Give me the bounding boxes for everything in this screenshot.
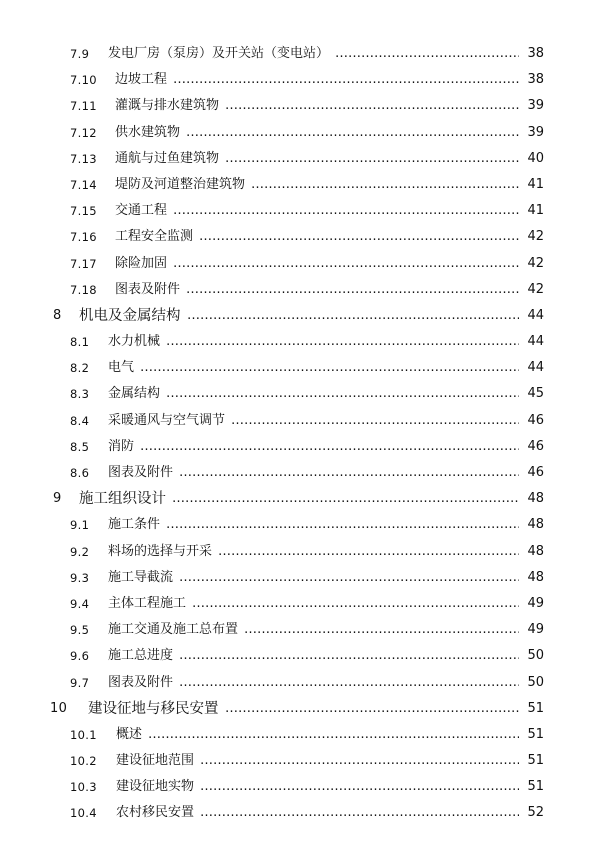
- toc-page-number: 51: [527, 700, 544, 716]
- toc-entry-number: 7.15: [70, 204, 97, 219]
- toc-section-entry[interactable]: [0, 774, 599, 800]
- toc-page-number: 48: [527, 543, 544, 559]
- toc-entry-number: 7.9: [70, 47, 90, 61]
- toc-section-entry[interactable]: [0, 408, 599, 434]
- toc-page-number: 40: [527, 150, 544, 166]
- toc-entry-title: 采暖通风与空气调节: [108, 412, 226, 428]
- toc-section-entry[interactable]: [0, 643, 599, 669]
- toc-leader-dots: [225, 696, 519, 722]
- toc-section-entry[interactable]: [0, 120, 599, 146]
- toc-leader-dots: [179, 565, 519, 591]
- toc-entry-title: 电气: [108, 360, 135, 376]
- toc-section-entry[interactable]: [0, 722, 599, 748]
- toc-page-number: 51: [527, 726, 544, 742]
- toc-leader-dots: [179, 460, 519, 486]
- toc-entry-number: 10.1: [70, 727, 97, 742]
- toc-section-entry[interactable]: [0, 329, 599, 355]
- toc-section-entry[interactable]: [0, 172, 599, 198]
- toc-page-number: 44: [527, 307, 544, 323]
- toc-entry-number: 10.4: [70, 806, 97, 821]
- toc-entry-number: 7.11: [70, 99, 97, 114]
- toc-leader-dots: [140, 434, 519, 460]
- toc-leader-dots: [200, 748, 519, 774]
- toc-entry-title: 建设征地实物: [116, 779, 195, 795]
- toc-page-number: 48: [527, 491, 544, 507]
- toc-section-entry[interactable]: [0, 748, 599, 774]
- toc-leader-dots: [231, 408, 519, 434]
- toc-entry-number: 7.17: [70, 256, 97, 271]
- toc-leader-dots: [186, 277, 519, 303]
- toc-page-number: 41: [527, 176, 544, 192]
- toc-page-number: 42: [527, 281, 544, 297]
- toc-section-entry[interactable]: [0, 355, 599, 381]
- toc-page-number: 39: [527, 98, 544, 114]
- toc-page-number: 48: [527, 569, 544, 585]
- toc-chapter-entry[interactable]: [0, 303, 599, 329]
- toc-page-number: 38: [527, 72, 544, 88]
- toc-entry-title: 机电及金属结构: [79, 307, 181, 324]
- toc-leader-dots: [335, 41, 519, 67]
- toc-entry-number: 9.5: [70, 623, 90, 638]
- toc-leader-dots: [148, 722, 519, 748]
- toc-entry-number: 7.12: [70, 125, 97, 140]
- toc-leader-dots: [173, 67, 519, 93]
- toc-entry-number: 8.6: [70, 466, 90, 480]
- toc-page-number: 50: [527, 648, 544, 664]
- toc-entry-title: 施工交通及施工总布置: [108, 622, 239, 638]
- toc-entry-number: 9.2: [70, 544, 90, 559]
- toc-entry-number: 7.18: [70, 282, 97, 297]
- toc-entry-number: 7.14: [70, 177, 97, 192]
- toc-section-entry[interactable]: [0, 67, 599, 93]
- toc-entry-title: 施工导截流: [108, 569, 174, 585]
- toc-entry-title: 金属结构: [108, 386, 161, 402]
- toc-section-entry[interactable]: [0, 93, 599, 119]
- toc-section-entry[interactable]: [0, 670, 599, 696]
- toc-entry-title: 料场的选择与开采: [108, 543, 213, 559]
- toc-entry-number: 9.7: [70, 675, 90, 690]
- toc-section-entry[interactable]: [0, 277, 599, 303]
- toc-leader-dots: [186, 120, 519, 146]
- toc-entry-title: 发电厂房（泵房）及开关站（变电站）: [108, 46, 330, 61]
- toc-leader-dots: [200, 774, 519, 800]
- table-of-contents: [0, 41, 599, 827]
- toc-leader-dots: [173, 251, 519, 277]
- toc-entry-title: 消防: [108, 438, 135, 454]
- toc-entry-number: 10.2: [70, 754, 97, 769]
- toc-entry-number: 9.3: [70, 570, 90, 585]
- toc-section-entry[interactable]: [0, 565, 599, 591]
- toc-entry-number: 8.4: [70, 413, 90, 428]
- toc-leader-dots: [140, 355, 519, 381]
- toc-leader-dots: [173, 198, 519, 224]
- toc-page-number: 42: [527, 255, 544, 271]
- toc-page-number: 48: [527, 517, 544, 533]
- toc-entry-title: 主体工程施工: [108, 595, 187, 611]
- toc-page-number: 45: [527, 386, 544, 402]
- toc-entry-title: 交通工程: [115, 203, 168, 219]
- toc-section-entry[interactable]: [0, 381, 599, 407]
- toc-leader-dots: [192, 591, 519, 617]
- toc-section-entry[interactable]: [0, 800, 599, 826]
- toc-entry-number: 8.3: [70, 387, 90, 402]
- toc-entry-title: 图表及附件: [115, 281, 181, 297]
- toc-page-number: 46: [527, 465, 544, 480]
- toc-entry-number: 10.3: [70, 780, 97, 795]
- toc-entry-number: 10: [50, 700, 68, 716]
- toc-section-entry[interactable]: [0, 512, 599, 538]
- toc-entry-title: 除险加固: [115, 255, 168, 271]
- toc-entry-number: 8.5: [70, 439, 90, 454]
- toc-entry-title: 图表及附件: [108, 674, 174, 690]
- toc-entry-title: 堤防及河道整治建筑物: [115, 176, 246, 192]
- toc-leader-dots: [199, 224, 519, 250]
- toc-leader-dots: [172, 486, 519, 512]
- toc-entry-title: 水力机械: [108, 334, 161, 350]
- toc-leader-dots: [179, 643, 519, 669]
- toc-leader-dots: [244, 617, 519, 643]
- toc-section-entry[interactable]: [0, 224, 599, 250]
- toc-entry-number: 9.6: [70, 649, 90, 664]
- toc-page-number: 52: [527, 805, 544, 821]
- toc-section-entry[interactable]: [0, 434, 599, 460]
- toc-page-number: 41: [527, 203, 544, 219]
- toc-entry-number: 8.2: [70, 361, 90, 376]
- toc-entry-title: 供水建筑物: [115, 124, 181, 140]
- toc-page-number: 49: [527, 595, 544, 611]
- toc-section-entry[interactable]: [0, 251, 599, 277]
- toc-leader-dots: [166, 381, 519, 407]
- toc-chapter-entry[interactable]: [0, 486, 599, 512]
- toc-leader-dots: [179, 670, 519, 696]
- toc-page-number: 49: [527, 622, 544, 638]
- toc-page-number: 39: [527, 124, 544, 140]
- toc-entry-title: 灌溉与排水建筑物: [115, 98, 220, 114]
- toc-section-entry[interactable]: [0, 146, 599, 172]
- toc-page-number: 46: [527, 438, 544, 454]
- toc-entry-number: 9.4: [70, 596, 90, 611]
- toc-entry-title: 边坡工程: [115, 72, 168, 88]
- toc-leader-dots: [218, 539, 519, 565]
- toc-section-entry[interactable]: [0, 591, 599, 617]
- toc-chapter-entry[interactable]: [0, 696, 599, 722]
- toc-page-number: 50: [527, 674, 544, 690]
- toc-page-number: 51: [527, 753, 544, 769]
- toc-entry-number: 9: [53, 491, 62, 507]
- toc-leader-dots: [187, 303, 519, 329]
- toc-entry-number: 7.10: [70, 73, 97, 88]
- toc-leader-dots: [200, 800, 519, 826]
- toc-entry-title: 通航与过鱼建筑物: [115, 150, 220, 166]
- toc-entry-title: 建设征地与移民安置: [88, 700, 219, 717]
- toc-section-entry[interactable]: [0, 41, 599, 67]
- toc-section-entry[interactable]: [0, 539, 599, 565]
- toc-entry-number: 9.1: [70, 518, 90, 533]
- toc-section-entry[interactable]: [0, 460, 599, 486]
- toc-entry-number: 8: [53, 307, 62, 323]
- toc-entry-number: 7.16: [70, 230, 97, 245]
- toc-section-entry[interactable]: [0, 617, 599, 643]
- toc-entry-title: 概述: [116, 726, 143, 742]
- toc-leader-dots: [251, 172, 519, 198]
- toc-entry-title: 农村移民安置: [116, 805, 195, 821]
- toc-entry-title: 建设征地范围: [116, 753, 195, 769]
- toc-leader-dots: [225, 146, 519, 172]
- toc-entry-number: 7.13: [70, 151, 97, 166]
- toc-leader-dots: [166, 329, 519, 355]
- toc-page-number: 38: [527, 46, 544, 61]
- toc-page-number: 46: [527, 412, 544, 428]
- toc-page-number: 51: [527, 779, 544, 795]
- toc-entry-title: 施工组织设计: [79, 491, 166, 508]
- toc-entry-title: 施工总进度: [108, 648, 174, 664]
- toc-entry-title: 图表及附件: [108, 465, 174, 480]
- toc-entry-title: 工程安全监测: [115, 229, 194, 245]
- toc-page-number: 44: [527, 360, 544, 376]
- toc-entry-title: 施工条件: [108, 517, 161, 533]
- toc-page-number: 44: [527, 334, 544, 350]
- toc-leader-dots: [166, 512, 519, 538]
- toc-page-number: 42: [527, 229, 544, 245]
- toc-leader-dots: [225, 93, 519, 119]
- toc-entry-number: 8.1: [70, 335, 90, 350]
- toc-section-entry[interactable]: [0, 198, 599, 224]
